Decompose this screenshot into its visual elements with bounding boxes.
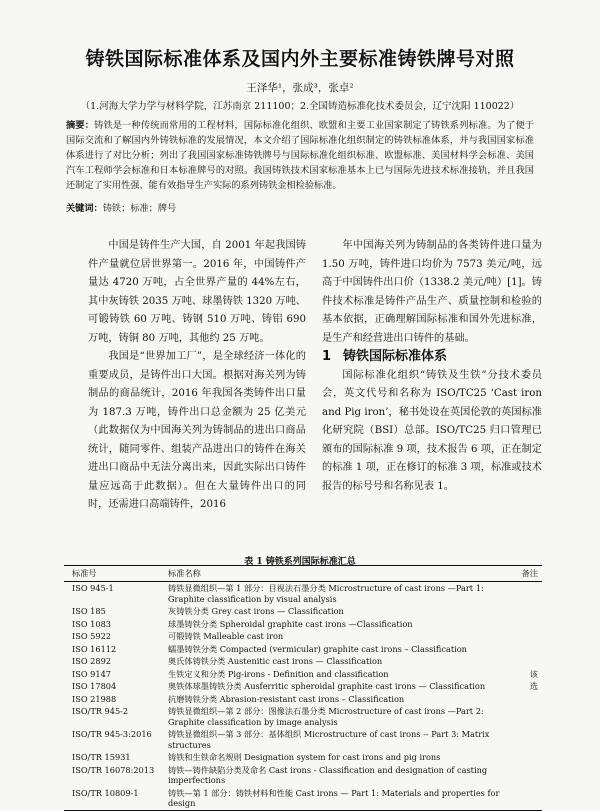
note-cell [504, 751, 542, 764]
note-cell [504, 643, 542, 656]
right-column [322, 237, 542, 496]
paragraph: 我国是“世界加工厂”，是全球经济一体化的重要成员，是铸件出口大国。根据对海关列为铸制品的商品统计，2016 年我国各类铸件出口量为 187.3 万吨，铸件出口总金额为 25 亿美元（此数据仅为中国海关列为铸制品的进出口商品统计，随同零件、组装产品进出口的铸件在海关进出口商品中无法分离出来，因此实际出口铸件量应远高于此数据）。但在大量铸件出口的同时，还需进口高端铸件，2016 [88, 351, 306, 510]
note-cell [504, 693, 542, 706]
affiliation: （1.河海大学力学与材料学院，江苏南京 211100；2.全国铸造标准化技术委员会，辽宁沈阳 110022） [80, 101, 520, 112]
table-row [64, 643, 542, 656]
table-caption: 表 1 铸铁系列国际标准汇总 [244, 557, 356, 567]
standard-name-cell: 铸铁和生铁命名规则 Designation system for cast irons and pig irons [168, 752, 441, 762]
standard-number-cell: ISO/TR 15931 [72, 752, 131, 762]
section-number: 1 [322, 349, 332, 364]
table-row [64, 668, 542, 681]
note-cell: 该 [529, 668, 538, 679]
standard-number-cell: ISO/TR 10809-1 [64, 787, 164, 811]
table-header-row [64, 566, 542, 582]
paragraph: 中国是铸件生产大国，自 2001 年起我国铸件产量就位居世界第一。2016 年，中国铸件产量达 4720 万吨，占全世界产量的 44%左右，其中灰铸铁 2035 万吨、球墨铸铁 1320 万吨、可锻铸铁 60 万吨、铸钢 510 万吨、铸铝 690 万吨，铸铜 80 万吨，其他约 25 万吨。 [88, 240, 306, 344]
abstract [66, 118, 534, 193]
note-cell [504, 605, 542, 618]
standard-number-cell: ISO 16112 [72, 643, 117, 654]
standard-number-cell: ISO 21988 [72, 693, 117, 704]
paragraph: 年中国海关列为铸制品的各类铸件进口量为 1.50 万吨，铸件进口均价为 7573 美元/吨，远高于中国铸件出口价（1338.2 美元/吨）[1]。铸件技术标准是铸件产品生产、质量控制和检验的基本依据，正确理解国际标准和国外先进标准，是生产和经营进出口铸件的基础。 [322, 240, 542, 344]
standard-name-cell: 铸铁—铸件缺陷分类及命名 Cast irons - Classification and designation of casting imperfections [168, 764, 488, 785]
standard-number-cell: ISO 2892 [72, 656, 111, 666]
standard-number-cell: ISO/TR 945-3:2016 [72, 729, 152, 739]
standard-name-cell: 生铁定义和分类 Pig-irons - Definition and classification [168, 668, 389, 679]
table-row [64, 680, 542, 693]
standard-name-cell: 奥氏体铸铁分类 Austenitic cast irons — Classification [168, 656, 383, 666]
table-row [64, 618, 542, 631]
table-row [64, 787, 542, 811]
note-cell [504, 630, 542, 643]
table-row [64, 751, 542, 764]
table-row [64, 728, 542, 751]
standard-name-cell: 抗磨铸铁分类 Abrasion-resistant cast irons – Classification [168, 693, 405, 704]
standard-number-cell: ISO 185 [72, 606, 106, 616]
keywords-label: 关键词： [66, 203, 103, 214]
note-cell [504, 764, 542, 787]
section-heading [322, 348, 542, 367]
standard-number-cell: ISO 9147 [72, 668, 111, 679]
standard-name-cell: 铸铁显微组织—第 1 部分：目视法石墨分类 Microstructure of cast irons —Part 1: Graphite classification by visual analysis [168, 583, 484, 604]
table-header: 标准号 [64, 566, 164, 582]
section-title: 铸铁国际标准体系 [343, 349, 448, 364]
abstract-text: 铸铁是一种传统而常用的工程材料，国际标准化组织、欧盟和主要工业国家制定了铸铁系列标准。为了便于国际交流和了解国内外铸铁标准的发展情况，本文介绍了国际标准化组织制定的铸铁标准体系，并与我国国家标准体系进行了对比分析；列出了我国国家标准铸铁牌号与国际标准化组织标准、欧盟标准、美国材料学会标准、美国汽车工程师学会标准和日本标准牌号的对照。我国铸铁技术国家标准基本上已与国际先进技术标准接轨，并且我国还制定了实用性强、能有效指导生产实际的系列铸铁金相检验标准。 [66, 120, 535, 191]
table-row [64, 655, 542, 668]
table-row [64, 582, 542, 606]
paper-title: 铸铁国际标准体系及国内外主要标准铸铁牌号对照 [85, 48, 515, 70]
note-cell [504, 582, 542, 606]
keywords-text: 铸铁；标准；牌号 [102, 203, 177, 214]
standard-name-cell: 奥铁体球墨铸铁分类 Ausferritic spheroidal graphite cast irons — Classification [168, 681, 486, 691]
standard-number-cell: ISO 5922 [72, 631, 111, 641]
standard-number-cell: ISO 1083 [72, 618, 111, 629]
table-row [64, 693, 542, 706]
note-cell: 选 [529, 681, 538, 691]
left-column [88, 237, 306, 515]
note-cell [504, 618, 542, 631]
note-cell [504, 705, 542, 728]
standard-name-cell: 铸铁—第 1 部分：铸铁材料和性能 Cast irons — Part 1: Materials and properties for design [164, 787, 504, 811]
standards-table [64, 565, 542, 811]
standard-name-cell: 灰铸铁分类 Grey cast irons — Classification [168, 606, 344, 616]
paragraph: 国际标准化组织“铸铁及生铁”分技术委员会，英文代号和名称为 ISO/TC25 ‘Cast iron and Pig iron’，秘书处设在英国伦敦的英国标准化研究院（BSI）总部。ISO/TC25 归口管理已颁布的国际标准 9 项，技术报告 6 项，正在制定的标准 1 项，正在修订的标准 3 项，标准或技术报告的标号号和名称见表 1。 [322, 369, 542, 492]
standard-name-cell: 可锻铸铁 Malleable cast iron [168, 631, 284, 641]
note-cell [504, 655, 542, 668]
note-cell [504, 728, 542, 751]
abstract-label: 摘要： [66, 120, 95, 131]
note-cell [504, 787, 542, 811]
table-header: 标准名称 [164, 566, 504, 582]
authors: 王泽华¹，张成³，张卓² [246, 82, 354, 94]
standard-name-cell: 铸铁显微组织—第 2 部分：图像法石墨分类 Microstructure of cast irons —Part 2: Graphite classification by image analysis [168, 706, 484, 727]
table-row [64, 705, 542, 728]
table-row [64, 764, 542, 787]
table-row [64, 605, 542, 618]
table-header: 备注 [504, 566, 542, 582]
keywords [66, 200, 176, 214]
standard-number-cell: ISO/TR 945-2 [72, 706, 129, 716]
standard-name-cell: 铸铁显微组织—第 3 部分：基体组织 Microstructure of cast irons -- Part 3: Matrix structures [168, 729, 490, 750]
table-row [64, 630, 542, 643]
standard-name-cell: 球墨铸铁分类 Spheroidal graphite cast irons —Classification [168, 618, 413, 629]
standard-name-cell: 蠕墨铸铁分类 Compacted (vermicular) graphite cast irons – Classification [168, 643, 467, 654]
standard-number-cell: ISO/TR 16078:2013 [72, 764, 155, 775]
standard-number-cell: ISO 17804 [72, 681, 117, 691]
standard-number-cell: ISO 945-1 [72, 583, 114, 593]
